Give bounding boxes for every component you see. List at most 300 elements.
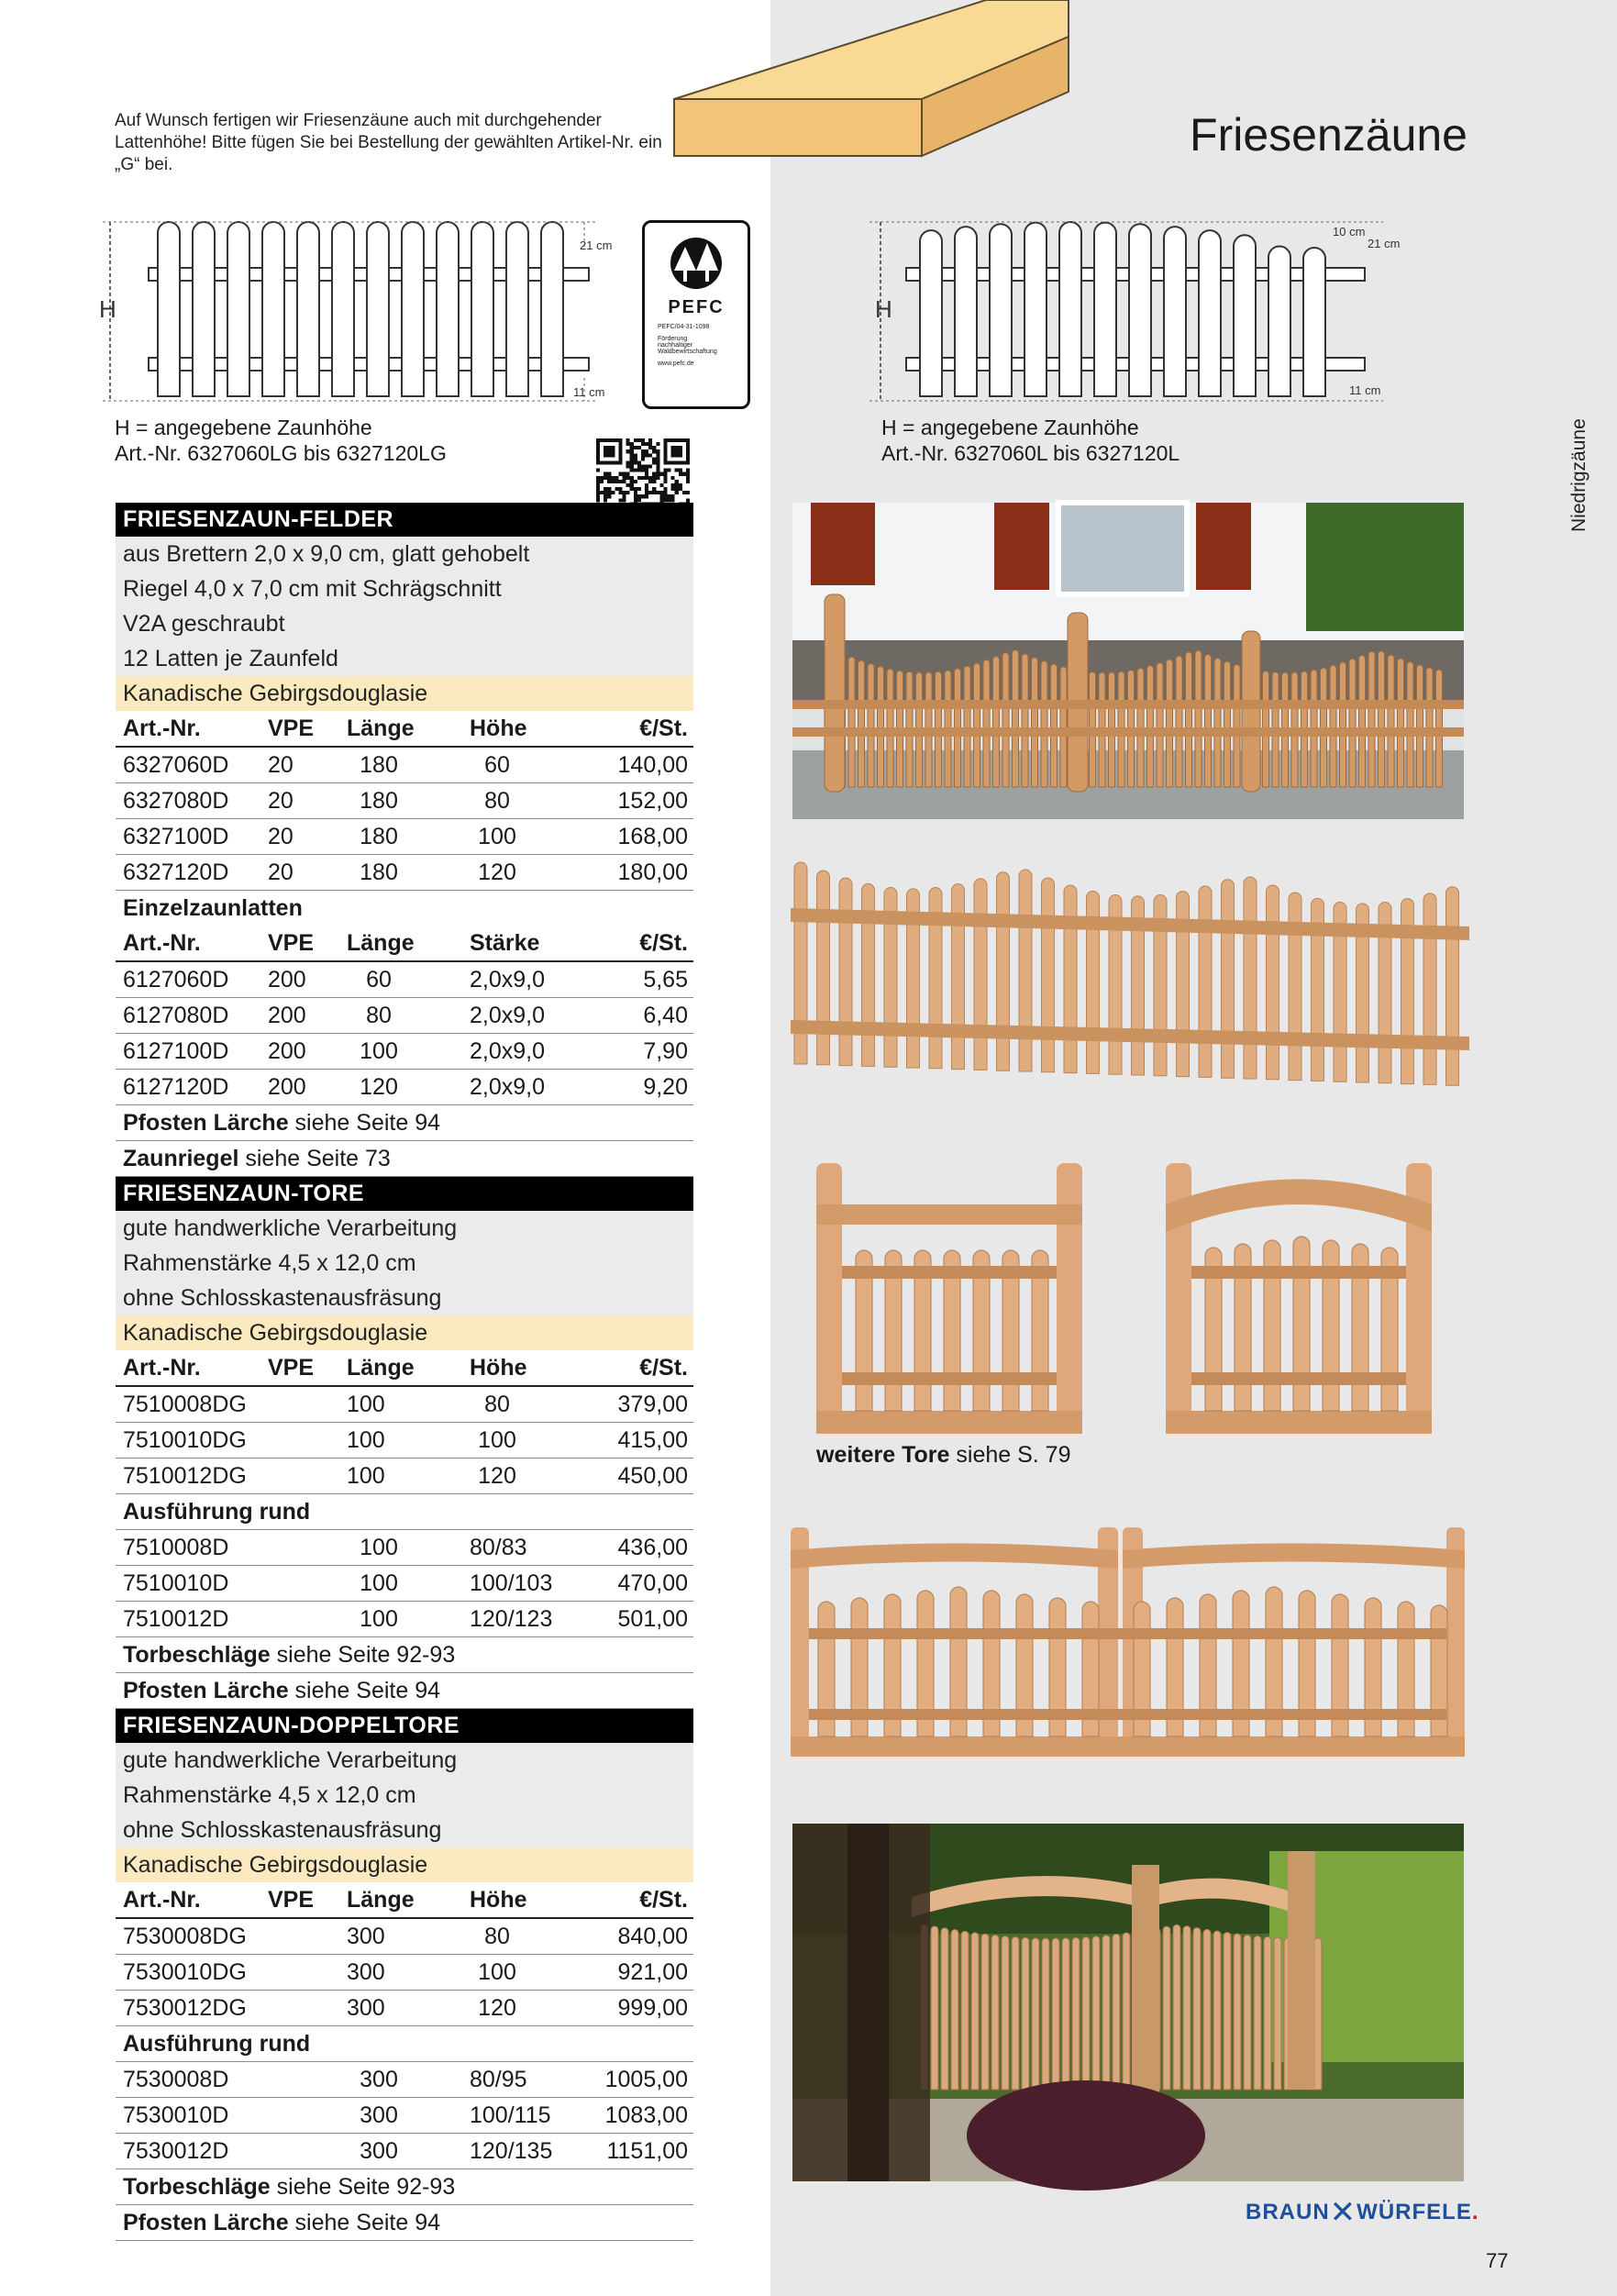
table-row	[116, 2062, 693, 2098]
qr-module	[682, 472, 686, 476]
qr-module	[630, 457, 634, 460]
qr-module	[623, 480, 626, 483]
qr-module	[634, 480, 637, 483]
table-row	[116, 1919, 693, 1955]
description-line: aus Brettern 2,0 x 9,0 cm, glatt gehobelt	[116, 537, 693, 571]
table-header	[116, 1882, 693, 1919]
cell-length: 100	[360, 1606, 398, 1632]
cell-height: 80	[484, 1924, 510, 1949]
reference-note	[116, 1141, 693, 1177]
gate-picket	[1002, 1936, 1009, 2090]
cell-price: 9,20	[643, 1074, 688, 1100]
cell-length: 300	[360, 2067, 398, 2092]
qr-module	[626, 438, 630, 442]
qr-module	[686, 469, 690, 472]
cell-height: 120/123	[470, 1606, 553, 1632]
gate-picket	[961, 1931, 969, 2090]
reference-note	[116, 1673, 693, 1709]
qr-module	[663, 472, 667, 476]
qr-module	[656, 442, 659, 446]
description-line: gute handwerkliche Verarbeitung	[116, 1743, 693, 1778]
cell-length: Länge	[347, 1355, 415, 1381]
qr-module	[634, 487, 637, 491]
qr-module	[659, 494, 663, 498]
gate-picket	[971, 1933, 979, 2090]
qr-module	[652, 487, 656, 491]
cell-price: 450,00	[617, 1463, 688, 1489]
description-line: 12 Latten je Zaunfeld	[116, 641, 693, 676]
cell-article: 6127080D	[123, 1003, 229, 1028]
logo-x-icon: ✕	[1329, 2195, 1357, 2230]
gate-picket	[1012, 1937, 1019, 2090]
cell-price: 168,00	[617, 824, 688, 849]
photo-garden-double-gate	[792, 1824, 1464, 2181]
gate-picket	[1052, 1938, 1059, 2090]
diagram-picket	[920, 230, 942, 396]
photo-double-gate	[791, 1527, 1465, 1757]
diagram-picket	[541, 222, 563, 396]
fence-picket	[1195, 650, 1202, 787]
cell-length: 100	[360, 1535, 398, 1560]
cell-height: Höhe	[470, 1355, 527, 1381]
diagram-right-caption-line2: Art.-Nr. 6327060L bis 6327120L	[881, 441, 1180, 465]
diagram-picket	[193, 222, 215, 396]
qr-module	[607, 487, 611, 491]
fence-picket	[997, 872, 1010, 1070]
qr-module	[652, 457, 656, 460]
cell-length: 60	[366, 967, 392, 993]
diagram-bottom-dimension: 11 cm	[573, 385, 605, 399]
qr-module	[641, 453, 645, 457]
qr-module	[656, 491, 659, 494]
fence-picket	[848, 657, 855, 787]
qr-module	[663, 494, 667, 498]
table-row	[116, 1387, 693, 1423]
cell-height: 2,0x9,0	[470, 1003, 546, 1028]
cell-length: 300	[347, 1959, 385, 1985]
table-row	[116, 2134, 693, 2169]
qr-module	[645, 469, 648, 472]
reference-note	[116, 1637, 693, 1673]
gate-picket	[1193, 1927, 1201, 2090]
cell-length: 180	[360, 752, 398, 778]
fence-picket	[952, 884, 965, 1070]
qr-module	[645, 487, 648, 491]
cell-price: €/St.	[639, 715, 688, 741]
qr-module	[634, 494, 637, 498]
section-title: FRIESENZAUN-FELDER	[116, 503, 693, 537]
qr-module	[637, 446, 641, 449]
fence-diagram-straight	[99, 213, 616, 410]
diagram-top-dimension: 21 cm	[580, 238, 613, 252]
diagram-picket	[262, 222, 284, 396]
logo-dot: .	[1471, 2200, 1479, 2224]
gate-picket	[1323, 1240, 1339, 1411]
reference-bold: Torbeschläge	[123, 1642, 271, 1668]
gate-picket	[1032, 1938, 1039, 2090]
qr-module	[656, 476, 659, 480]
diagram-picket	[1234, 235, 1256, 396]
photo-gate-straight	[812, 1163, 1087, 1434]
fence-picket	[1349, 659, 1356, 787]
diagram-picket	[437, 222, 459, 396]
photo-fence-house	[792, 503, 1464, 819]
fence-picket	[1224, 661, 1231, 787]
qr-module	[637, 438, 641, 442]
description-line: Riegel 4,0 x 7,0 cm mit Schrägschnitt	[116, 571, 693, 606]
reference-bold: Pfosten Lärche	[123, 1678, 289, 1703]
gate-picket	[1254, 1936, 1261, 2090]
qr-module	[596, 469, 600, 472]
fence-picket	[1368, 651, 1375, 787]
fence-picket	[1032, 658, 1038, 787]
cell-height: 120	[478, 1463, 516, 1489]
qr-module	[626, 442, 630, 446]
table-row	[116, 1070, 693, 1105]
page-number: 77	[1486, 2249, 1509, 2272]
qr-module	[630, 480, 634, 483]
cell-vpe: 200	[268, 1003, 306, 1028]
cell-length: 120	[360, 1074, 398, 1100]
qr-module	[634, 438, 637, 442]
qr-module	[659, 483, 663, 487]
reference-bold: Pfosten Lärche	[123, 2210, 289, 2235]
cell-price: 999,00	[617, 1995, 688, 2021]
qr-module	[679, 472, 682, 476]
qr-module	[637, 465, 641, 469]
page-title: Friesenzäune	[1190, 109, 1467, 161]
cell-vpe: VPE	[268, 1887, 315, 1913]
cell-length: 180	[360, 824, 398, 849]
diagram-right-caption	[881, 415, 1180, 466]
fence-picket	[974, 663, 980, 787]
fence-picket	[974, 879, 987, 1070]
qr-module	[626, 460, 630, 464]
qr-module	[641, 494, 645, 498]
fence-picket	[1222, 880, 1235, 1078]
qr-module	[659, 472, 663, 476]
qr-module	[618, 487, 622, 491]
qr-module	[686, 498, 690, 502]
fence-picket	[983, 660, 990, 787]
brand-logo	[1246, 2194, 1479, 2231]
pefc-tree-icon	[645, 223, 748, 296]
cell-height: 80/83	[470, 1535, 527, 1560]
qr-module	[648, 480, 652, 483]
qr-module	[611, 476, 615, 480]
qr-module	[607, 494, 611, 498]
cell-height: 100/115	[470, 2102, 551, 2128]
cell-height: 60	[484, 752, 510, 778]
fence-picket	[1321, 668, 1327, 787]
fence-picket	[878, 667, 884, 787]
fence-picket	[1340, 662, 1346, 787]
cell-length: 100	[360, 1570, 398, 1596]
fence-diagram-arched	[869, 213, 1401, 410]
cell-article: Art.-Nr.	[123, 930, 201, 956]
diagram-picket	[297, 222, 319, 396]
qr-module	[630, 442, 634, 446]
description-line: Rahmenstärke 4,5 x 12,0 cm	[116, 1246, 693, 1281]
qr-module	[596, 498, 600, 502]
qr-module	[634, 446, 637, 449]
diagram-top-dimension-1: 10 cm	[1333, 225, 1366, 238]
cell-height: 2,0x9,0	[470, 1038, 546, 1064]
qr-module	[618, 491, 622, 494]
qr-module	[637, 469, 641, 472]
diagram-picket	[332, 222, 354, 396]
cell-vpe: 200	[268, 1074, 306, 1100]
gate-picket	[1042, 1938, 1049, 2090]
pefc-line3: Waldbewirtschaftung	[658, 349, 717, 355]
gate-picket	[1234, 1934, 1241, 2090]
pefc-line2: nachhaltiger	[658, 342, 693, 349]
qr-module	[679, 469, 682, 472]
cell-vpe: VPE	[268, 930, 315, 956]
gate-picket	[1224, 1933, 1231, 2090]
subsection-title: Ausführung rund	[116, 1494, 693, 1530]
qr-module	[600, 476, 604, 480]
fence-picket	[1426, 668, 1433, 787]
diagram-left-caption	[115, 415, 447, 466]
diagram-picket	[1059, 222, 1081, 396]
cell-article: Art.-Nr.	[123, 715, 201, 741]
gate-picket	[1213, 1931, 1221, 2090]
side-category-label: Niedrigzäune	[1568, 418, 1589, 532]
table-row	[116, 1602, 693, 1637]
fence-picket	[1417, 665, 1423, 787]
qr-module	[634, 453, 637, 457]
subsection-title: Ausführung rund	[116, 2026, 693, 2062]
diagram-picket	[1129, 224, 1151, 396]
qr-module	[623, 476, 626, 480]
diagram-picket	[506, 222, 528, 396]
qr-module	[671, 476, 675, 480]
fence-picket	[1199, 886, 1212, 1078]
logo-part2: WÜRFELE	[1357, 2200, 1472, 2224]
qr-module	[648, 442, 652, 446]
gate-picket	[1264, 1240, 1280, 1411]
qr-module	[623, 498, 626, 502]
cell-height: 80/95	[470, 2067, 527, 2092]
reference-bold: Torbeschläge	[123, 2174, 271, 2200]
cell-price: 470,00	[617, 1570, 688, 1596]
fence-picket	[1176, 656, 1182, 787]
cell-length: 100	[360, 1038, 398, 1064]
qr-module	[637, 476, 641, 480]
table-row	[116, 1991, 693, 2026]
reference-text: siehe Seite 94	[288, 2210, 441, 2235]
qr-module	[634, 469, 637, 472]
cell-height: 80	[484, 1392, 510, 1417]
gate-picket	[981, 1934, 989, 2090]
fence-picket	[1157, 662, 1163, 787]
qr-module	[675, 491, 679, 494]
diagram-picket	[1268, 247, 1290, 396]
qr-module	[630, 465, 634, 469]
diagram-picket	[367, 222, 389, 396]
qr-module	[596, 494, 600, 498]
cell-article: 6327080D	[123, 788, 229, 814]
qr-module	[634, 491, 637, 494]
cell-height: 2,0x9,0	[470, 1074, 546, 1100]
fence-picket	[868, 663, 874, 787]
cell-article: 6127120D	[123, 1074, 229, 1100]
cell-price: 180,00	[617, 860, 688, 885]
gate-picket	[951, 1929, 958, 2090]
qr-module	[652, 480, 656, 483]
qr-module	[682, 491, 686, 494]
table-row	[116, 1566, 693, 1602]
qr-module	[630, 487, 634, 491]
fence-picket	[1002, 653, 1009, 787]
cell-length: 300	[360, 2138, 398, 2164]
product-table	[116, 503, 693, 2241]
gate-picket	[1183, 1926, 1191, 2090]
fence-picket	[1186, 652, 1192, 787]
reference-bold: Pfosten Lärche	[123, 1110, 289, 1136]
table-row	[116, 819, 693, 855]
diagram-height-label: H	[875, 295, 892, 323]
qr-module	[656, 449, 659, 453]
qr-module	[630, 476, 634, 480]
cell-price: 436,00	[617, 1535, 688, 1560]
reference-text: siehe Seite 73	[238, 1146, 391, 1171]
qr-module	[626, 449, 630, 453]
qr-module	[645, 449, 648, 453]
table-row	[116, 1423, 693, 1459]
cell-price: 415,00	[617, 1427, 688, 1453]
qr-module	[645, 472, 648, 476]
photo-fence-field	[791, 853, 1469, 1101]
qr-module	[671, 494, 675, 498]
fence-picket	[1407, 662, 1413, 787]
diagram-picket	[1094, 223, 1116, 396]
qr-module	[648, 476, 652, 480]
cell-height: 120	[478, 1995, 516, 2021]
cell-article: 7510010D	[123, 1570, 229, 1596]
qr-module	[626, 491, 630, 494]
fence-picket	[964, 666, 970, 787]
qr-module	[630, 453, 634, 457]
table-row	[116, 1955, 693, 1991]
cell-length: Länge	[347, 930, 415, 956]
qr-module	[645, 442, 648, 446]
qr-module	[656, 472, 659, 476]
qr-module	[634, 457, 637, 460]
fence-picket	[1051, 664, 1058, 787]
qr-module	[611, 491, 615, 494]
qr-module	[668, 498, 671, 502]
table-row	[116, 998, 693, 1034]
cell-article: Art.-Nr.	[123, 1887, 201, 1913]
gates-caption	[816, 1442, 1070, 1469]
qr-module	[663, 491, 667, 494]
gate-picket	[1062, 1938, 1069, 2090]
fence-picket	[1205, 654, 1212, 787]
qr-module	[641, 476, 645, 480]
cell-article: 7530012D	[123, 2138, 229, 2164]
qr-module	[634, 498, 637, 502]
qr-module	[637, 460, 641, 464]
wood-type: Kanadische Gebirgsdouglasie	[116, 676, 693, 711]
qr-module	[607, 480, 611, 483]
gates-caption-text: siehe S. 79	[949, 1442, 1071, 1468]
cell-price: 1005,00	[604, 2067, 688, 2092]
reference-text: siehe Seite 92-93	[270, 2174, 456, 2200]
cell-height: 120	[478, 860, 516, 885]
qr-module	[637, 498, 641, 502]
qr-module	[641, 469, 645, 472]
cell-article: 7530010D	[123, 2102, 229, 2128]
qr-module	[652, 449, 656, 453]
description-line: ohne Schlosskastenausfräsung	[116, 1813, 693, 1847]
cell-vpe: 20	[268, 824, 293, 849]
table-row	[116, 2098, 693, 2134]
qr-module	[596, 491, 600, 494]
qr-module	[645, 476, 648, 480]
fence-picket	[1379, 651, 1385, 787]
cell-height: 120/135	[470, 2138, 553, 2164]
cell-height: Stärke	[470, 930, 540, 956]
qr-module	[671, 498, 675, 502]
cell-article: 7510008D	[123, 1535, 229, 1560]
qr-module	[615, 480, 618, 483]
qr-module	[604, 472, 607, 476]
pefc-line1: Förderung	[658, 336, 688, 342]
diagram-left-caption-line1: H = angegebene Zaunhöhe	[115, 416, 372, 439]
qr-module	[656, 465, 659, 469]
qr-module	[634, 460, 637, 464]
cell-article: 7530012DG	[123, 1995, 247, 2021]
qr-module	[656, 453, 659, 457]
fence-picket	[993, 657, 1000, 787]
qr-module	[671, 487, 675, 491]
cell-article: 7510012D	[123, 1606, 229, 1632]
description-line: gute handwerkliche Verarbeitung	[116, 1211, 693, 1246]
fence-picket	[1289, 893, 1301, 1081]
qr-module	[641, 449, 645, 453]
fence-picket	[1042, 878, 1055, 1072]
cell-length: 300	[360, 2102, 398, 2128]
table-row	[116, 855, 693, 891]
qr-module	[645, 491, 648, 494]
qr-module	[645, 453, 648, 457]
reference-text: siehe Seite 94	[288, 1110, 441, 1136]
cell-length: 300	[347, 1995, 385, 2021]
fence-picket	[1423, 893, 1436, 1085]
qr-module	[596, 480, 600, 483]
qr-module	[656, 469, 659, 472]
cell-article: 6327120D	[123, 860, 229, 885]
qr-module	[630, 483, 634, 487]
qr-module	[641, 438, 645, 442]
cell-price: 379,00	[617, 1392, 688, 1417]
gate-picket	[1264, 1936, 1271, 2090]
qr-module	[668, 494, 671, 498]
cell-price: 1083,00	[604, 2102, 688, 2128]
cell-article: 7510008DG	[123, 1392, 247, 1417]
cell-length: Länge	[347, 715, 415, 741]
cell-article: 6327100D	[123, 824, 229, 849]
diagram-picket	[1199, 230, 1221, 396]
cell-length: Länge	[347, 1887, 415, 1913]
subsection-title: Einzelzaunlatten	[123, 895, 303, 921]
fence-picket	[1388, 655, 1394, 787]
fence-picket	[1244, 877, 1257, 1079]
reference-note	[116, 2205, 693, 2241]
qr-module	[626, 472, 630, 476]
